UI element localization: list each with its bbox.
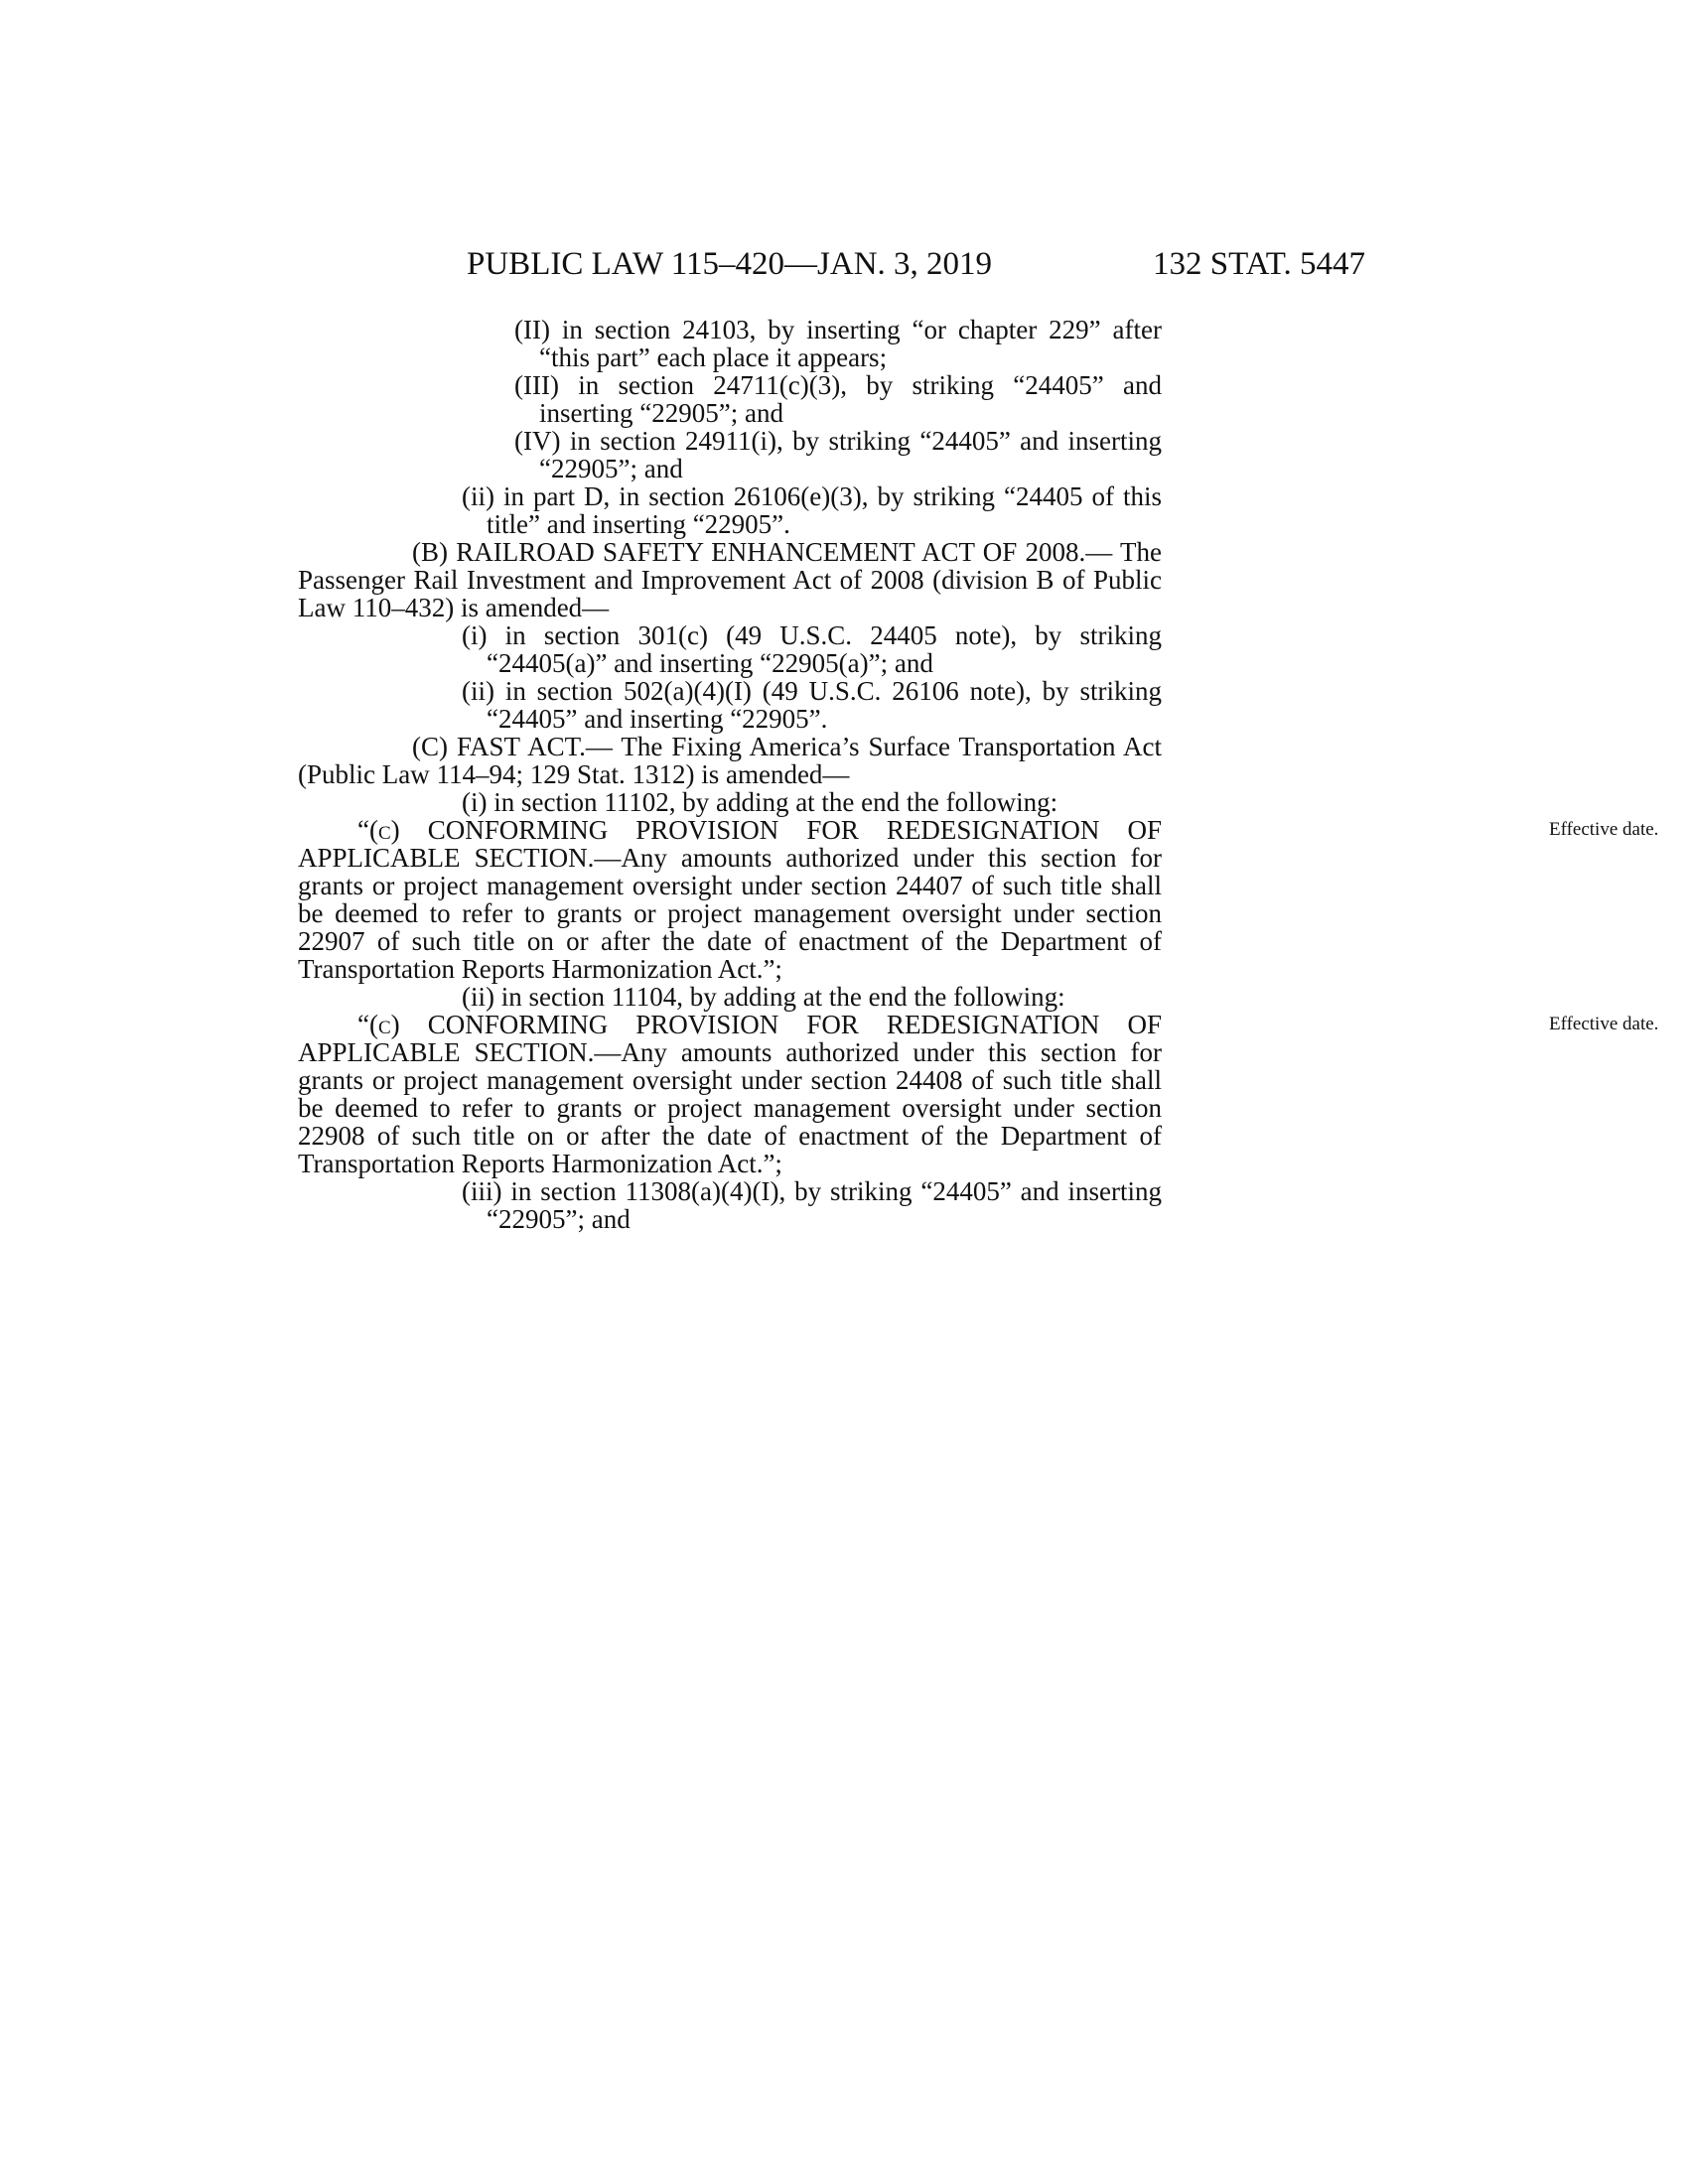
paragraph-p13: (iii) in section 11308(a)(4)(I), by striking “24405” and inserting “22905”; and	[462, 1176, 1162, 1234]
page-header	[467, 246, 1365, 290]
paragraph-p6: (i) in section 301(c) (49 U.S.C. 24405 note), by striking “24405(a)” and inserting “22905(a)”; and	[462, 620, 1162, 678]
paragraph-p3: (IV) in section 24911(i), by striking “24405” and inserting “22905”; and	[514, 426, 1162, 483]
subsection-text-b: The Passenger Rail Investment and Improvement Act of 2008 (division B of Public Law 110–432) is amended—	[298, 537, 1163, 622]
paragraph-p1: (II) in section 24103, by inserting “or chapter 229” after “this part” each place it appears;	[514, 315, 1162, 372]
page-number: 132 STAT. 5447	[1152, 246, 1365, 282]
paragraph-p12	[298, 1010, 1659, 1178]
margin-note-effective-date-2: Effective date.	[1549, 1014, 1659, 1034]
paragraph-p4: (ii) in part D, in section 26106(e)(3), by striking “24405 of this title” and inserting “22905”.	[462, 481, 1162, 539]
quoted-heading-1: “(c) CONFORMING PROVISION FOR REDESIGNATION OF APPLICABLE SECTION.—	[298, 815, 1162, 873]
paragraph-p5	[298, 538, 1162, 621]
subsection-heading-c: (C) FAST ACT.—	[412, 732, 613, 761]
subsection-text-c: The Fixing America’s Surface Transportation Act (Public Law 114–94; 129 Stat. 1312) is amended—	[298, 732, 1163, 789]
quoted-text-1: Any amounts authorized under this section for grants or project management oversight under section 24407 of such title shall be deemed to refer to grants or project management oversight under section 22907 of such title on or after the date of enactment of the Department of Transportation Reports Harmonization Act.”;	[298, 843, 1163, 984]
paragraph-p11: (ii) in section 11104, by adding at the end the following:	[462, 982, 1065, 1012]
margin-note-effective-date-1: Effective date.	[1549, 819, 1659, 840]
running-head: PUBLIC LAW 115–420—JAN. 3, 2019	[467, 246, 993, 282]
paragraph-p8	[298, 733, 1162, 788]
quoted-heading-2: “(c) CONFORMING PROVISION FOR REDESIGNATION OF APPLICABLE SECTION.—	[298, 1010, 1162, 1067]
paragraph-p9: (i) in section 11102, by adding at the end the following:	[462, 787, 1058, 817]
paragraph-p7: (ii) in section 502(a)(4)(I) (49 U.S.C. 26106 note), by striking “24405” and inserting “22905”.	[462, 676, 1162, 734]
paragraph-p10	[298, 815, 1659, 984]
paragraph-p2: (III) in section 24711(c)(3), by striking “24405” and inserting “22905”; and	[514, 370, 1162, 428]
subsection-heading-b: (B) RAILROAD SAFETY ENHANCEMENT ACT OF 2008.—	[412, 537, 1113, 567]
quoted-text-2: Any amounts authorized under this section for grants or project management oversight under section 24408 of such title shall be deemed to refer to grants or project management oversight under section 22908 of such title on or after the date of enactment of the Department of Transportation Reports Harmonization Act.”;	[298, 1037, 1163, 1178]
document-body	[0, 316, 1688, 1233]
